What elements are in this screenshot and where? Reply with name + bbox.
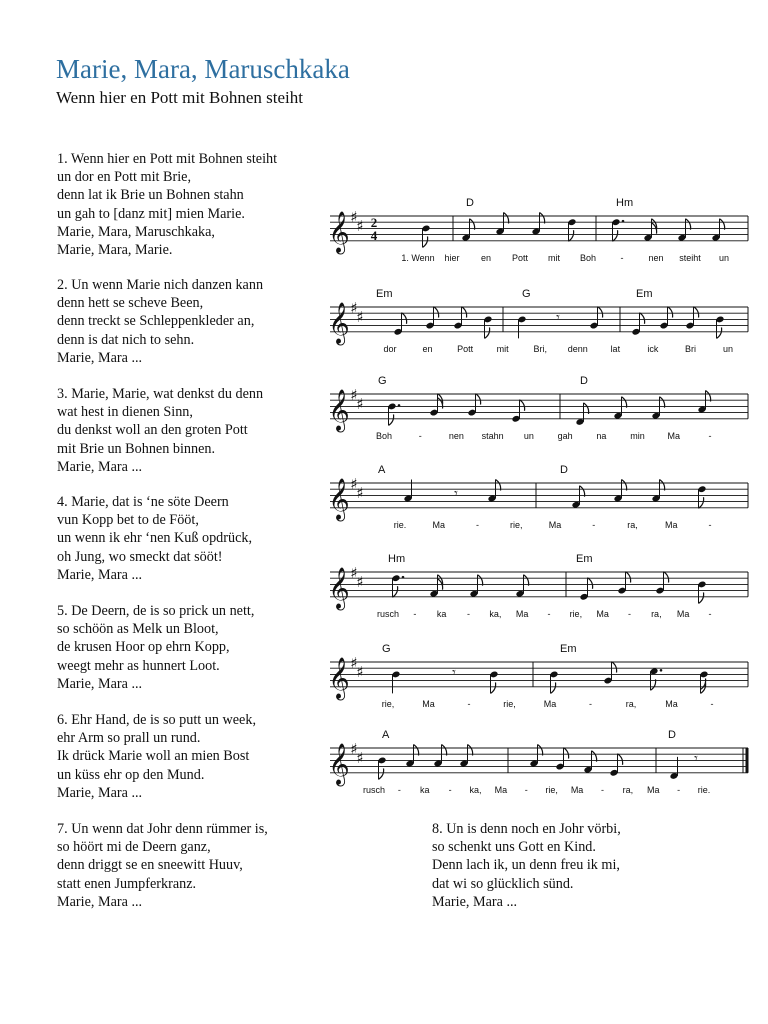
note-flag — [699, 497, 704, 508]
note-flag — [379, 768, 384, 779]
note-flag — [434, 307, 439, 318]
lyric-syllable: rie, — [503, 698, 516, 709]
verse-line: oh Jung, wo smeckt dat sööt! — [57, 548, 223, 565]
lyric-syllable: ra, — [622, 784, 634, 795]
verse-5 — [57, 602, 254, 693]
lyric-syllable: - — [600, 784, 604, 795]
treble-clef-icon: 𝄞 — [328, 389, 350, 431]
lyric-syllable: rie. — [697, 784, 711, 795]
verse-line: Marie, Mara ... — [57, 458, 143, 475]
lyric-syllable: Ma — [422, 698, 435, 709]
chord-symbol: D — [580, 375, 588, 387]
verse-line: Marie, Mara, Marie. — [57, 241, 173, 258]
lyric-syllable: rusch — [362, 784, 386, 795]
lyric-syllable: ick — [647, 343, 659, 354]
treble-clef-icon: 𝄞 — [328, 567, 350, 609]
sharp-icon: ♯ — [350, 299, 358, 317]
treble-clef-icon: 𝄞 — [328, 211, 350, 253]
sharp-icon: ♯ — [356, 217, 364, 235]
note-flag — [694, 307, 699, 318]
eighth-rest-icon: 𝄾 — [556, 310, 560, 326]
treble-clef-icon: 𝄞 — [328, 478, 350, 520]
chord-symbol: Em — [560, 643, 577, 655]
verse-line: 4. Marie, dat is ‘ne söte Deern — [57, 494, 229, 510]
verse-4 — [57, 493, 252, 584]
lyric-syllable: - — [592, 519, 596, 530]
time-signature-top: 2 — [370, 215, 378, 230]
lyric-syllable: Boh — [375, 430, 393, 441]
lyric-syllable: rie, — [509, 519, 523, 530]
chord-symbol: Hm — [388, 553, 406, 565]
lyric-syllable: un — [722, 343, 734, 354]
verse-line: de krusen Hoor op ehrn Kopp, — [57, 639, 230, 656]
note-dot — [660, 669, 663, 672]
verse-line: Denn lach ik, un denn freu ik mi, — [432, 857, 620, 874]
verse-line: denn hett se scheve Been, — [57, 295, 204, 312]
verse-line: mit Brie un Bohnen binnen. — [57, 440, 216, 457]
note-flag — [551, 682, 556, 693]
chord-symbol: G — [378, 375, 387, 387]
note-flag — [476, 394, 481, 405]
verse-line: so höört mi de Deern ganz, — [57, 839, 211, 856]
lyric-syllable: Ma — [432, 519, 446, 530]
lyric-syllable: Ma — [596, 608, 609, 619]
lyric-syllable: rie. — [393, 519, 407, 530]
lyric-syllable: ra, — [627, 519, 638, 530]
note-flag — [402, 313, 407, 324]
lyric-syllable: Ma — [543, 698, 557, 709]
verse-2 — [57, 276, 263, 367]
lyric-syllable: Ma — [665, 698, 678, 709]
lyric-syllable: - — [589, 698, 592, 709]
verse-line: un gah to [danz mit] mien Marie. — [57, 205, 245, 222]
sharp-icon: ♯ — [350, 208, 358, 226]
sharp-icon: ♯ — [356, 573, 364, 591]
verse-line: Ik drück Marie woll an mien Bost — [57, 748, 250, 765]
verse-line: 3. Marie, Marie, wat denkst du denn — [57, 386, 264, 402]
note-dot — [622, 220, 625, 223]
sharp-icon: ♯ — [350, 740, 358, 758]
lyric-syllable: 1. Wenn — [401, 252, 435, 263]
note-flag — [613, 230, 618, 241]
verse-line: du denkst woll an den groten Pott — [57, 422, 248, 439]
chord-symbol: G — [522, 288, 531, 300]
chord-symbol: A — [378, 464, 386, 476]
verse-line: 8. Un is denn noch en Johr vörbi, — [432, 821, 621, 837]
verse-line: un wenn ik ehr ‘nen Kuß opdrück, — [57, 530, 253, 547]
sharp-icon: ♯ — [356, 749, 364, 767]
sharp-icon: ♯ — [350, 386, 358, 404]
lyric-syllable: - — [547, 608, 551, 619]
chord-symbol: A — [382, 729, 390, 741]
note-flag — [423, 236, 428, 247]
lyric-syllable: Ma — [664, 519, 678, 530]
chord-symbol: D — [560, 464, 568, 476]
lyric-syllable: - — [620, 252, 624, 263]
verse-7 — [57, 820, 268, 911]
lyric-syllable: rie, — [569, 608, 583, 619]
lyric-syllable: Boh — [579, 252, 597, 263]
lyric-syllable: ka — [436, 608, 447, 619]
lyric-syllable: nen — [648, 252, 664, 263]
note-flag — [618, 754, 623, 765]
lyric-syllable: - — [448, 784, 452, 795]
lyric-syllable: nen — [448, 430, 464, 441]
note-flag — [640, 313, 645, 324]
lyric-syllable: - — [397, 784, 401, 795]
lyric-syllable: - — [710, 698, 714, 709]
note-flag — [462, 307, 467, 318]
verse-line: 1. Wenn hier en Pott mit Bohnen steiht — [57, 151, 278, 167]
verse-line: 7. Un wenn dat Johr denn rümmer is, — [57, 821, 268, 837]
eighth-rest-icon: 𝄾 — [694, 751, 698, 767]
chord-symbol: Em — [376, 288, 393, 300]
note-flag — [664, 572, 669, 583]
chord-symbol: D — [668, 729, 676, 741]
sheet-music — [318, 180, 758, 800]
lyric-syllable: steiht — [679, 252, 701, 263]
lyric-syllable: na — [596, 430, 607, 441]
lyric-syllable: Ma — [515, 608, 529, 619]
song-subtitle: Wenn hier en Pott mit Bohnen steiht — [56, 88, 303, 107]
verse-line: so schenkt uns Gott en Kind. — [432, 839, 596, 856]
verse-3 — [57, 385, 263, 476]
lyric-syllable: lat — [610, 343, 621, 354]
lyric-syllable: - — [708, 608, 712, 619]
sharp-icon: ♯ — [350, 654, 358, 672]
lyric-syllable: denn — [567, 343, 588, 354]
note-flag — [491, 682, 496, 693]
lyric-syllable: - — [524, 784, 528, 795]
lyric-syllable: en — [480, 252, 492, 263]
lyric-syllable: un — [718, 252, 730, 263]
lyric-syllable: Ma — [667, 430, 681, 441]
note-flag — [598, 307, 603, 318]
lyric-syllable: ka, — [469, 784, 482, 795]
lyric-syllable: Ma — [676, 608, 690, 619]
verse-line: denn lat ik Brie un Bohnen stahn — [57, 187, 244, 204]
chord-symbol: Em — [576, 553, 593, 565]
note-flag — [564, 748, 569, 759]
note-flag — [520, 400, 525, 411]
lyric-syllable: Pott — [457, 343, 474, 354]
verse-line: denn driggt se en sneewitt Huuv, — [57, 857, 243, 874]
lyric-syllable: un — [523, 430, 534, 441]
note-flag — [393, 586, 398, 597]
note-flag — [699, 592, 704, 603]
lyric-syllable: Ma — [570, 784, 584, 795]
verse-line: Marie, Mara ... — [57, 349, 143, 366]
chord-symbol: Em — [636, 288, 653, 300]
verse-line: denn treckt se Schleppenkleder an, — [57, 313, 255, 330]
chord-symbol: Hm — [616, 197, 634, 209]
note-flag — [485, 327, 490, 338]
verse-line: so schöön as Melk un Bloot, — [57, 621, 219, 638]
note-flag — [612, 662, 617, 673]
verse-line: Marie, Mara ... — [57, 675, 143, 692]
verse-line: 5. De Deern, de is so prick un nett, — [57, 603, 255, 619]
verse-line: 2. Un wenn Marie nich danzen kann — [57, 277, 264, 293]
lyric-syllable: ka — [420, 784, 430, 795]
lyric-syllable: ra, — [651, 608, 662, 619]
verse-line: Marie, Mara ... — [57, 566, 143, 583]
verse-1 — [57, 150, 277, 259]
verse-6 — [57, 711, 256, 802]
time-signature-bottom: 4 — [370, 228, 378, 243]
note-flag — [668, 307, 673, 318]
eighth-rest-icon: 𝄾 — [454, 486, 458, 502]
verse-line: vun Kopp bet to de Fööt, — [57, 512, 199, 529]
treble-clef-icon: 𝄞 — [328, 743, 350, 785]
lyric-syllable: mit — [496, 343, 509, 354]
verse-8 — [432, 820, 621, 911]
verse-line: wat hest in dienen Sinn, — [57, 404, 193, 421]
verse-line: Marie, Mara ... — [57, 893, 143, 910]
lyric-syllable: - — [708, 519, 712, 530]
treble-clef-icon: 𝄞 — [328, 302, 350, 344]
lyric-syllable: Ma — [646, 784, 660, 795]
lyric-syllable: rie, — [381, 698, 395, 709]
sharp-icon: ♯ — [356, 484, 364, 502]
note-flag — [588, 578, 593, 589]
lyric-syllable: mit — [548, 252, 560, 263]
sharp-icon: ♯ — [350, 475, 358, 493]
sharp-icon: ♯ — [356, 663, 364, 681]
verse-line: ehr Arm so prall un rund. — [57, 730, 201, 747]
chord-symbol: G — [382, 643, 391, 655]
sharp-icon: ♯ — [356, 308, 364, 326]
verse-line: weegt mehr as hunnert Loot. — [57, 657, 220, 674]
verse-line: un dor en Pott mit Brie, — [57, 169, 191, 186]
verse-line: Marie, Mara ... — [57, 784, 143, 801]
treble-clef-icon: 𝄞 — [328, 657, 350, 699]
note-flag — [389, 414, 394, 425]
chord-symbol: D — [466, 197, 474, 209]
lyric-syllable: - — [677, 784, 681, 795]
lyric-syllable: hier — [444, 252, 460, 263]
lyric-syllable: Bri, — [533, 343, 547, 354]
lyric-syllable: ra, — [625, 698, 637, 709]
lyric-syllable: en — [422, 343, 433, 354]
lyric-syllable: - — [418, 430, 422, 441]
verse-line: un küss ehr op den Mund. — [57, 766, 205, 783]
note-flag — [626, 572, 631, 583]
lyric-syllable: - — [467, 608, 470, 619]
lyric-syllable: min — [630, 430, 645, 441]
lyric-syllable: - — [708, 430, 712, 441]
lyric-syllable: ka, — [489, 608, 502, 619]
lyric-syllable: gah — [557, 430, 573, 441]
verse-line: Marie, Mara, Maruschkaka, — [57, 223, 215, 240]
verse-line: 6. Ehr Hand, de is so putt un week, — [57, 712, 256, 728]
verse-line: Marie, Mara ... — [432, 893, 518, 910]
lyric-syllable: - — [467, 698, 471, 709]
eighth-rest-icon: 𝄾 — [452, 665, 456, 681]
sharp-icon: ♯ — [350, 564, 358, 582]
lyric-syllable: stahn — [481, 430, 504, 441]
lyric-syllable: rie, — [545, 784, 558, 795]
lyric-syllable: Ma — [494, 784, 508, 795]
lyric-syllable: dor — [383, 343, 397, 354]
note-flag — [717, 327, 722, 338]
lyric-syllable: - — [413, 608, 417, 619]
verse-line: denn is dat nich to sehn. — [57, 331, 195, 348]
lyric-syllable: - — [628, 608, 631, 619]
verse-line: dat wi so glücklich sünd. — [432, 875, 574, 892]
lyric-syllable: - — [476, 519, 479, 530]
note-dot — [402, 576, 405, 579]
lyric-syllable: Ma — [548, 519, 562, 530]
song-title: Marie, Mara, Maruschkaka — [56, 54, 350, 84]
lyric-syllable: rusch — [376, 608, 400, 619]
sharp-icon: ♯ — [356, 395, 364, 413]
lyric-syllable: Pott — [511, 252, 529, 263]
note-dot — [398, 404, 401, 407]
verse-line: statt enen Jumpferkranz. — [57, 875, 197, 892]
note-flag — [569, 230, 574, 241]
lyric-syllable: Bri — [684, 343, 696, 354]
